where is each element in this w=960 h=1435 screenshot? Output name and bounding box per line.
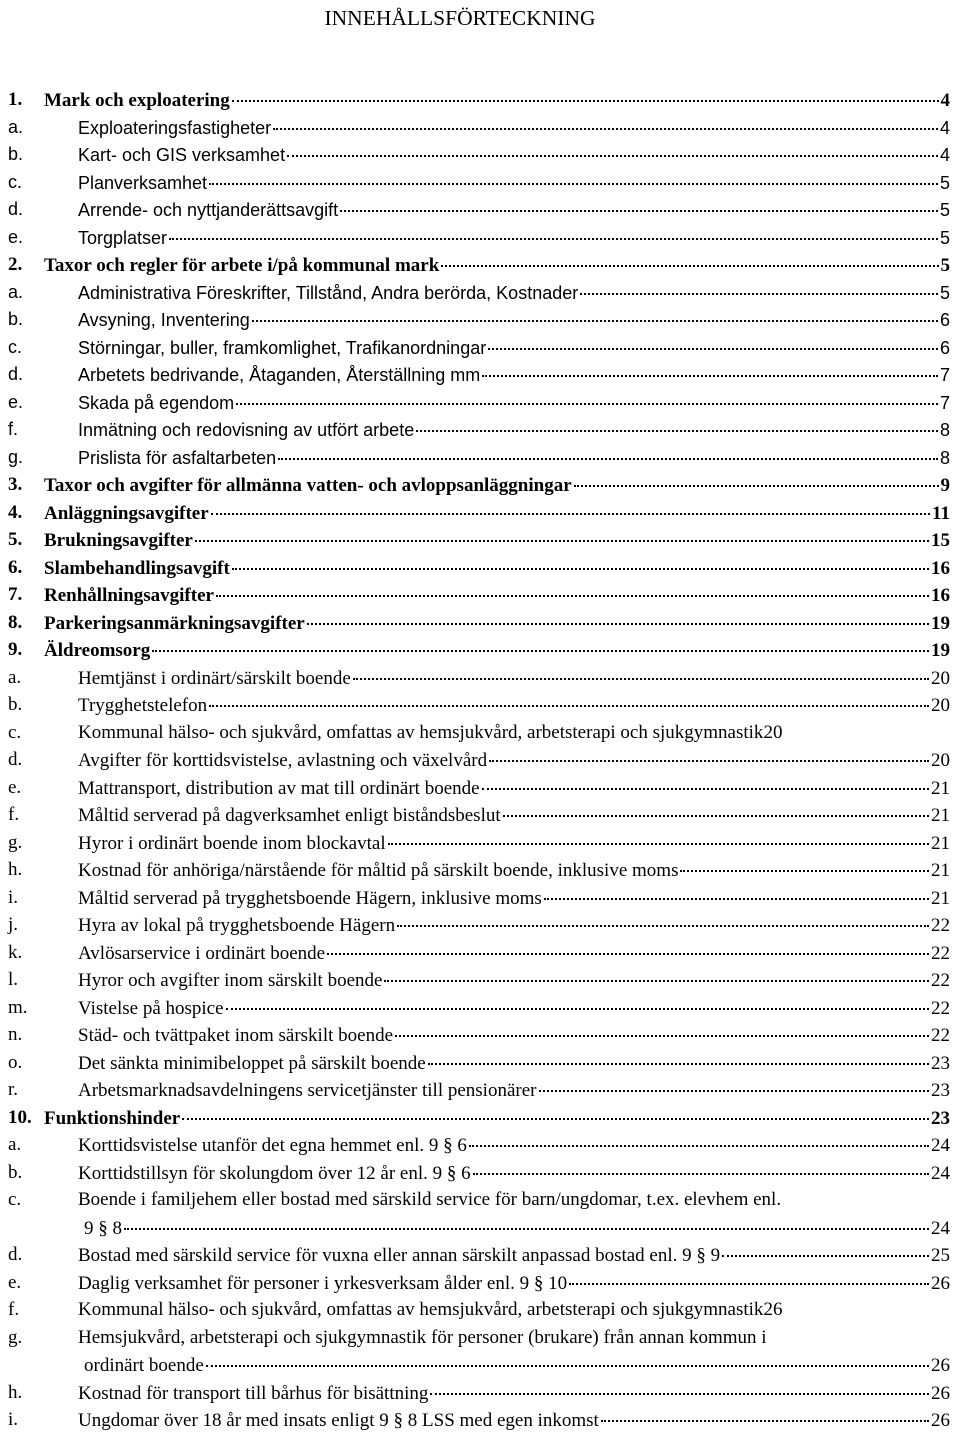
toc-number: r.	[8, 1079, 19, 1100]
toc-number: a.	[8, 281, 24, 302]
toc-number: 1.	[8, 89, 23, 110]
toc-title: Kostnad för transport till bårhus för bisättning	[78, 1382, 429, 1404]
toc-title: Avsyning, Inventering	[78, 310, 250, 330]
dot-leader	[503, 797, 929, 817]
dot-leader	[209, 687, 929, 707]
dot-leader	[574, 467, 939, 487]
toc-number: a.	[8, 1134, 22, 1155]
toc-title: Hemtjänst i ordinärt/särskilt boende	[78, 667, 351, 689]
toc-number: g.	[8, 831, 23, 853]
toc-title: Bostad med särskild service för vuxna eller annan särskilt anpassad bostad enl. 9 § 9	[78, 1245, 721, 1266]
toc-title: Taxor och avgifter för allmänna vatten- och avloppsanläggningar	[44, 475, 572, 496]
toc-title: Funktionshinder	[44, 1107, 181, 1129]
dot-leader	[397, 907, 929, 927]
toc-title: Planverksamhet	[78, 172, 208, 193]
dot-leader	[124, 1210, 929, 1230]
toc-page-number: 23	[931, 1052, 950, 1074]
toc-title: Inmätning och redovisning av utfört arbete	[78, 420, 415, 440]
toc-page-number: 26	[931, 1410, 950, 1431]
toc-number: d.	[8, 364, 24, 384]
toc-subsection[interactable]	[0, 691, 960, 719]
toc-title: Hyror i ordinärt boende inom blockavtal	[78, 832, 386, 854]
toc-title-continuation: 9 § 8	[84, 1217, 122, 1239]
toc-title: Måltid serverad på dagverksamhet enligt biståndsbeslut	[78, 805, 501, 826]
toc-page-number: 22	[931, 970, 950, 991]
toc-page-number: 24	[931, 1135, 950, 1156]
toc-subsection[interactable]	[0, 1159, 960, 1187]
toc-page-number: 11	[932, 502, 950, 524]
toc-page-number: 21	[931, 860, 950, 881]
toc-page-number: 4	[939, 145, 950, 165]
toc-title: Arrende- och nyttjanderättsavgift	[78, 200, 339, 220]
toc-number: 3.	[8, 474, 23, 495]
toc-title: Taxor och regler för arbete i/på kommunal mark	[44, 255, 440, 276]
toc-page-number: 4	[940, 90, 950, 111]
dot-leader	[232, 550, 929, 570]
toc-number: 7.	[8, 584, 23, 605]
dot-leader	[340, 192, 938, 212]
dot-leader	[278, 440, 938, 460]
toc-number: d.	[8, 749, 23, 770]
toc-number: 6.	[8, 556, 23, 578]
dot-leader	[211, 495, 930, 515]
toc-title: Det sänkta minimibeloppet på särskilt boende	[78, 1052, 426, 1074]
table-of-contents	[0, 86, 960, 1434]
dot-leader	[307, 605, 929, 625]
dot-leader	[489, 742, 929, 762]
toc-number: i.	[8, 886, 19, 908]
dot-leader	[428, 1045, 929, 1065]
toc-title: Mark och exploatering	[44, 90, 230, 111]
toc-page-number: 26	[931, 1355, 950, 1376]
toc-page-number: 16	[931, 557, 950, 579]
toc-page-number: 24	[931, 1162, 950, 1184]
dot-leader	[206, 1347, 929, 1367]
toc-number: 2.	[8, 254, 23, 275]
toc-title: Boende i familjehem eller bostad med särskild service för barn/ungdomar, t.ex. elevhem enl.	[78, 1189, 782, 1210]
toc-page-number: 7	[939, 392, 950, 413]
dot-leader	[488, 330, 938, 350]
toc-number: i.	[8, 1409, 19, 1430]
toc-title: Administrativa Föreskrifter, Tillstånd, Andra berörda, Kostnader	[78, 282, 579, 303]
toc-number: c.	[8, 171, 23, 192]
toc-page-number: 20	[931, 750, 950, 771]
dot-leader	[569, 1265, 929, 1285]
toc-page-number: 22	[931, 997, 950, 1019]
toc-page-number: 21	[931, 805, 950, 826]
toc-page-number: 8	[939, 420, 950, 440]
toc-page-number: 5	[939, 227, 950, 248]
toc-number: e.	[8, 226, 24, 247]
toc-title: Hyror och avgifter inom särskilt boende	[78, 970, 383, 991]
toc-page-number: 6	[939, 337, 950, 358]
toc-title-continuation: ordinärt boende	[84, 1355, 204, 1376]
toc-page-number: 26	[763, 1299, 783, 1320]
toc-title: Korttidstillsyn för skolungdom över 12 år enl. 9 § 6	[78, 1162, 471, 1184]
toc-title: Hemsjukvård, arbetsterapi och sjukgymnastik för personer (brukare) från annan kommun i	[78, 1326, 767, 1348]
toc-title: Parkeringsanmärkningsavgifter	[44, 612, 305, 634]
toc-number: 10.	[8, 1106, 32, 1128]
toc-number: g.	[8, 446, 24, 467]
toc-page-number: 9	[940, 475, 950, 496]
toc-number: f.	[8, 804, 20, 825]
toc-page-number: 21	[931, 777, 950, 799]
toc-title: Korttidsvistelse utanför det egna hemmet enl. 9 § 6	[78, 1135, 467, 1156]
dot-leader	[482, 357, 938, 377]
toc-number: m.	[8, 996, 28, 1018]
toc-subsection[interactable]	[0, 1296, 960, 1324]
dot-leader	[252, 302, 938, 322]
toc-number: h.	[8, 1381, 23, 1403]
toc-number: b.	[8, 1161, 23, 1183]
dot-leader	[388, 825, 929, 845]
toc-page-number: 23	[931, 1080, 950, 1101]
toc-page-number: 21	[931, 832, 950, 854]
toc-page-number: 4	[939, 117, 950, 138]
toc-title: Slambehandlingsavgift	[44, 557, 230, 579]
toc-number: k.	[8, 941, 23, 963]
toc-title: Arbetets bedrivande, Åtaganden, Återställning mm	[78, 365, 481, 385]
toc-number: b.	[8, 309, 24, 329]
toc-page-number: 22	[931, 1025, 950, 1046]
toc-page-number: 5	[939, 200, 950, 220]
dot-leader	[473, 1155, 929, 1175]
toc-number: a.	[8, 666, 22, 688]
dot-leader	[544, 880, 929, 900]
toc-number: c.	[8, 336, 23, 357]
page-title: INNEHÅLLSFÖRTECKNING	[324, 6, 596, 30]
dot-leader	[353, 660, 929, 680]
toc-page-number: 20	[763, 721, 783, 743]
toc-title: Anläggningsavgifter	[44, 502, 209, 524]
toc-title: Prislista för asfaltarbeten	[78, 447, 277, 468]
toc-page-number: 15	[931, 530, 950, 551]
toc-title: Måltid serverad på trygghetsboende Hägern, inklusive moms	[78, 887, 542, 909]
dot-leader	[469, 1127, 929, 1147]
toc-number: l.	[8, 969, 19, 990]
toc-title: Torgplatser	[78, 227, 168, 248]
toc-number: b.	[8, 144, 24, 164]
toc-page-number: 8	[939, 447, 950, 468]
dot-leader	[430, 1375, 929, 1395]
toc-page-number: 23	[931, 1107, 950, 1129]
dot-leader	[232, 82, 939, 102]
dot-leader	[236, 385, 938, 405]
toc-page-number: 6	[939, 310, 950, 330]
dot-leader	[287, 137, 938, 157]
toc-number: 5.	[8, 529, 23, 550]
toc-page-number: 22	[931, 915, 950, 936]
dot-leader	[169, 220, 938, 240]
dot-leader	[273, 110, 938, 130]
toc-title: Renhållningsavgifter	[44, 585, 214, 606]
toc-page-number: 21	[931, 887, 950, 909]
dot-leader	[395, 1017, 929, 1037]
toc-page-number: 5	[939, 282, 950, 303]
toc-page-number: 20	[931, 695, 950, 716]
toc-page-number: 25	[931, 1245, 950, 1266]
toc-page-number: 26	[931, 1382, 950, 1404]
toc-title: Mattransport, distribution av mat till ordinärt boende	[78, 777, 480, 799]
toc-page-number: 16	[931, 585, 950, 606]
dot-leader	[601, 1402, 929, 1422]
toc-number: j.	[8, 914, 19, 935]
dot-leader	[195, 522, 929, 542]
toc-number: o.	[8, 1051, 23, 1073]
toc-number: d.	[8, 1244, 23, 1265]
toc-title: Daglig verksamhet för personer i yrkesverksam ålder enl. 9 § 10	[78, 1272, 568, 1294]
toc-number: c.	[8, 721, 22, 743]
dot-leader	[216, 577, 929, 597]
toc-number: a.	[8, 116, 24, 137]
dot-leader	[384, 962, 929, 982]
toc-title: Hyra av lokal på trygghetsboende Hägern	[78, 915, 396, 936]
toc-title: Skada på egendom	[78, 392, 235, 413]
toc-title: Exploateringsfastigheter	[78, 117, 272, 138]
toc-page-number: 24	[931, 1217, 950, 1239]
toc-number: c.	[8, 1189, 22, 1210]
toc-title: Vistelse på hospice	[78, 997, 224, 1019]
toc-number: f.	[8, 419, 19, 439]
toc-number: g.	[8, 1326, 23, 1348]
toc-number: f.	[8, 1299, 20, 1320]
toc-page-number: 26	[931, 1272, 950, 1294]
toc-number: e.	[8, 391, 24, 412]
dot-leader	[327, 935, 929, 955]
dot-leader	[722, 1237, 929, 1257]
toc-number: 8.	[8, 611, 23, 633]
toc-number: h.	[8, 859, 23, 880]
toc-title: Äldreomsorg	[44, 640, 151, 661]
toc-title: Kart- och GIS verksamhet	[78, 145, 286, 165]
dot-leader	[416, 412, 938, 432]
toc-number: n.	[8, 1024, 23, 1045]
toc-title: Kommunal hälso- och sjukvård, omfattas av hemsjukvård, arbetsterapi och sjukgymnastik	[78, 721, 764, 743]
toc-page-number: 22	[931, 942, 950, 964]
toc-number: e.	[8, 776, 22, 798]
dot-leader	[209, 165, 938, 185]
toc-subsection[interactable]	[0, 1406, 960, 1434]
toc-title: Kommunal hälso- och sjukvård, omfattas av hemsjukvård, arbetsterapi och sjukgymnastik	[78, 1299, 764, 1320]
toc-title: Kostnad för anhöriga/närstående för måltid på särskilt boende, inklusive moms	[78, 860, 679, 881]
dot-leader	[226, 990, 929, 1010]
toc-number: 4.	[8, 501, 23, 523]
toc-page-number: 20	[931, 667, 950, 689]
toc-page-number: 19	[931, 612, 950, 634]
dot-leader	[182, 1100, 929, 1120]
dot-leader	[539, 1072, 930, 1092]
toc-title: Avgifter för korttidsvistelse, avlastning och växelvård	[78, 750, 488, 771]
toc-number: e.	[8, 1271, 22, 1293]
toc-title: Avlösarservice i ordinärt boende	[78, 942, 326, 964]
toc-title: Arbetsmarknadsavdelningens servicetjänster till pensionärer	[78, 1080, 537, 1101]
toc-number: b.	[8, 694, 23, 715]
toc-page-number: 19	[931, 640, 950, 661]
toc-number: 9.	[8, 639, 23, 660]
toc-title: Brukningsavgifter	[44, 530, 193, 551]
toc-page-number: 7	[939, 365, 950, 385]
toc-subsection[interactable]	[0, 1269, 960, 1297]
dot-leader	[680, 852, 929, 872]
toc-page-number: 5	[939, 172, 950, 193]
dot-leader	[441, 247, 938, 267]
toc-title: Trygghetstelefon	[78, 695, 208, 716]
toc-title: Ungdomar över 18 år med insats enligt 9 § 8 LSS med egen inkomst	[78, 1410, 599, 1431]
toc-title: Störningar, buller, framkomlighet, Trafikanordningar	[78, 337, 487, 358]
toc-page-number: 5	[940, 255, 950, 276]
toc-title: Städ- och tvättpaket inom särskilt boende	[78, 1025, 394, 1046]
toc-number: d.	[8, 199, 24, 219]
dot-leader	[580, 275, 938, 295]
dot-leader	[152, 632, 929, 652]
dot-leader	[482, 770, 929, 790]
